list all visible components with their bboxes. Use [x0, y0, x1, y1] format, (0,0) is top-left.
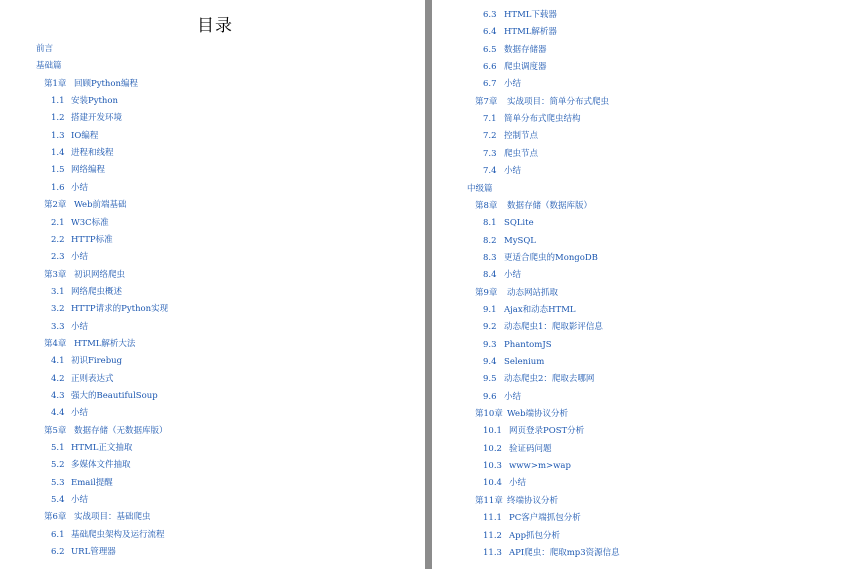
toc-entry-number: 第4章	[44, 338, 67, 349]
toc-chap-entry[interactable]	[475, 407, 568, 421]
toc-sub-entry[interactable]	[483, 476, 526, 490]
toc-sub-entry[interactable]	[51, 285, 122, 299]
toc-sub-entry[interactable]	[51, 458, 131, 472]
toc-sub-entry[interactable]	[51, 94, 118, 108]
toc-sub-entry[interactable]	[51, 250, 88, 264]
toc-entry-text: 终端协议分析	[507, 495, 559, 506]
toc-entry-number: 6.3	[483, 10, 497, 20]
toc-chap-entry[interactable]	[44, 198, 127, 212]
toc-entry-number: 7.3	[483, 148, 497, 159]
toc-entry-text: 网络爬虫概述	[71, 286, 123, 297]
toc-entry-number: 第5章	[44, 425, 67, 436]
toc-entry-number: 2.2	[51, 234, 65, 245]
toc-entry-text: 数据存储器	[504, 44, 547, 55]
toc-entry-text: 实战项目：基础爬虫	[74, 512, 151, 523]
toc-sub-entry[interactable]	[483, 164, 521, 178]
toc-entry-text: Ajax和动态HTML	[504, 304, 576, 315]
toc-sub-entry[interactable]	[483, 216, 534, 230]
toc-sub-entry[interactable]	[51, 441, 132, 455]
toc-sub-entry[interactable]	[51, 129, 98, 143]
toc-entry-number: 9.2	[483, 322, 497, 333]
toc-entry-text: 搭建开发环境	[71, 113, 123, 124]
toc-sub-entry[interactable]	[483, 390, 521, 404]
toc-entry-text: 进程和线程	[71, 148, 114, 159]
toc-sub-entry[interactable]	[51, 163, 105, 177]
toc-entry-number: 第6章	[44, 512, 67, 523]
toc-entry-text: SQLite	[504, 218, 534, 229]
toc-chap-entry[interactable]	[475, 494, 558, 508]
toc-entry-number: 2.1	[51, 217, 65, 228]
toc-entry-text: 动态爬虫1：爬取影评信息	[504, 322, 603, 333]
toc-entry-text: Selenium	[504, 357, 545, 367]
toc-sub-entry[interactable]	[483, 112, 581, 126]
toc-entry-number: 8.2	[483, 235, 497, 246]
toc-entry-number: 5.1	[51, 443, 65, 454]
toc-entry-number: 第9章	[475, 287, 498, 298]
toc-entry-text: PhantomJS	[504, 339, 552, 350]
toc-chap-entry[interactable]	[44, 268, 125, 282]
toc-entry-text: 中级篇	[467, 183, 493, 194]
toc-entry-number: 3.2	[51, 304, 65, 315]
toc-entry-number: 9.6	[483, 391, 497, 402]
toc-entry-number: 5.4	[51, 495, 65, 506]
toc-entry-text: 前言	[36, 44, 54, 54]
toc-chap-entry[interactable]	[475, 286, 558, 300]
toc-entry-number: 2.3	[51, 252, 65, 263]
toc-sub-entry[interactable]	[483, 424, 584, 438]
toc-entry-number: 5.2	[51, 460, 65, 471]
toc-chap-entry[interactable]	[44, 510, 151, 524]
toc-entry-number: 6.1	[51, 529, 65, 540]
toc-entry-text: Web端协议分析	[507, 409, 569, 420]
toc-chap-entry[interactable]	[44, 77, 138, 91]
toc-entry-number: 第3章	[44, 269, 67, 280]
toc-entry-number: 1.3	[51, 130, 65, 141]
toc-sub-entry[interactable]	[483, 459, 571, 473]
toc-entry-number: 1.2	[51, 113, 65, 124]
toc-sub-entry[interactable]	[483, 60, 547, 74]
toc-entry-text: HTTP标准	[71, 234, 113, 245]
toc-entry-number: 4.1	[51, 356, 65, 367]
toc-entry-text: 强大的BeautifulSoup	[71, 391, 158, 401]
toc-entry-number: 11.3	[483, 547, 502, 558]
toc-entry-number: 11.2	[483, 530, 502, 541]
toc-entry-text: 网络编程	[71, 165, 106, 176]
toc-entry-text: 动态爬虫2：爬取去哪网	[504, 374, 595, 385]
toc-entry-text: www>m>wap	[509, 461, 571, 472]
toc-entry-number: 7.4	[483, 166, 497, 177]
toc-sub-entry[interactable]	[51, 372, 114, 386]
toc-sub-entry[interactable]	[51, 476, 113, 490]
toc-sub-entry[interactable]	[483, 529, 560, 543]
toc-sub-entry[interactable]	[483, 8, 557, 22]
toc-entry-number: 6.7	[483, 79, 497, 90]
toc-sec-entry[interactable]	[36, 59, 62, 73]
toc-sub-entry[interactable]	[51, 389, 158, 403]
toc-entry-text: App抓包分析	[509, 530, 561, 541]
toc-sub-entry[interactable]	[483, 372, 594, 386]
toc-sub-entry[interactable]	[51, 302, 168, 316]
toc-entry-number: 10.3	[483, 461, 502, 472]
toc-sub-entry[interactable]	[483, 442, 552, 456]
toc-entry-text: 初识Firebug	[71, 356, 123, 367]
toc-sub-entry[interactable]	[483, 234, 536, 248]
toc-sub-entry[interactable]	[483, 511, 581, 525]
toc-entry-number: 9.4	[483, 357, 497, 367]
toc-entry-number: 6.5	[483, 44, 497, 55]
toc-entry-text: 正则表达式	[71, 373, 114, 384]
toc-entry-number: 3.3	[51, 321, 65, 332]
toc-entry-number: 8.3	[483, 252, 497, 263]
toc-sub-entry[interactable]	[51, 528, 165, 542]
toc-entry-text: 更适合爬虫的MongoDB	[504, 252, 598, 263]
toc-entry-number: 4.3	[51, 391, 65, 401]
toc-entry-text: 简单分布式爬虫结构	[504, 114, 581, 125]
toc-sub-entry[interactable]	[51, 493, 88, 507]
toc-entry-number: 8.4	[483, 270, 497, 281]
toc-entry-number: 4.2	[51, 373, 65, 384]
toc-sub-entry[interactable]	[483, 129, 538, 143]
toc-entry-number: 1.1	[51, 96, 65, 107]
toc-sub-entry[interactable]	[483, 25, 557, 39]
right-page	[432, 0, 861, 569]
toc-entry-text: W3C标准	[71, 217, 109, 228]
toc-entry-number: 9.5	[483, 374, 497, 385]
toc-entry-text: 基础篇	[36, 61, 62, 72]
toc-sub-entry[interactable]	[51, 406, 88, 420]
toc-sub-entry[interactable]	[483, 147, 538, 161]
toc-sub-entry[interactable]	[483, 77, 521, 91]
toc-entry-number: 7.1	[483, 114, 497, 125]
toc-entry-text: 多媒体文件抽取	[71, 460, 131, 471]
toc-sub-entry[interactable]	[51, 354, 122, 368]
toc-entry-text: 小结	[504, 391, 522, 402]
toc-sub-entry[interactable]	[51, 320, 88, 334]
toc-chap-entry[interactable]	[44, 337, 135, 351]
toc-entry-text: 小结	[71, 321, 89, 332]
toc-sub-entry[interactable]	[483, 268, 521, 282]
toc-entry-text: HTML解析器	[504, 27, 557, 38]
toc-entry-number: 第7章	[475, 96, 498, 107]
toc-entry-number: 10.4	[483, 478, 502, 489]
toc-entry-text: 数据存储（数据库版）	[507, 200, 593, 211]
toc-entry-text: 爬虫调度器	[504, 62, 547, 73]
toc-entry-text: 数据存储（无数据库版）	[74, 425, 168, 436]
toc-sub-entry[interactable]	[51, 146, 114, 160]
toc-sub-entry[interactable]	[51, 111, 122, 125]
toc-entry-number: 5.3	[51, 477, 65, 488]
toc-entry-text: URL管理器	[71, 547, 116, 558]
toc-entry-text: HTML正文抽取	[71, 443, 133, 454]
toc-entry-number: 第10章	[475, 409, 503, 420]
toc-entry-text: 实战项目：简单分布式爬虫	[507, 96, 610, 107]
toc-chap-entry[interactable]	[475, 95, 609, 109]
toc-entry-text: 回顾Python编程	[74, 78, 139, 89]
toc-entry-text: 小结	[504, 270, 522, 281]
toc-entry-number: 6.2	[51, 547, 65, 558]
toc-entry-text: 小结	[71, 495, 89, 506]
toc-entry-number: 11.1	[483, 513, 502, 524]
toc-entry-number: 第8章	[475, 200, 498, 211]
toc-entry-text: HTML解析大法	[74, 338, 136, 349]
toc-entry-text: IO编程	[71, 130, 99, 141]
toc-entry-number: 第11章	[475, 495, 503, 506]
toc-sec-entry[interactable]	[36, 42, 53, 56]
toc-entry-text: Email提醒	[71, 477, 113, 488]
toc-chap-entry[interactable]	[475, 199, 592, 213]
toc-sub-entry[interactable]	[483, 546, 620, 560]
toc-entry-text: 网页登录POST分析	[509, 426, 585, 437]
toc-entry-text: 小结	[71, 182, 89, 193]
toc-sub-entry[interactable]	[483, 303, 576, 317]
toc-entry-text: API爬虫：爬取mp3资源信息	[509, 547, 620, 558]
toc-entry-number: 1.5	[51, 165, 65, 176]
toc-title: 目录	[197, 16, 233, 36]
toc-sub-entry[interactable]	[51, 181, 88, 195]
toc-entry-text: 小结	[504, 79, 522, 90]
toc-entry-text: 初识网络爬虫	[74, 269, 126, 280]
toc-sec-entry[interactable]	[467, 182, 493, 196]
page-divider	[425, 0, 432, 569]
toc-entry-number: 4.4	[51, 408, 65, 419]
toc-entry-number: 9.1	[483, 304, 497, 315]
toc-entry-number: 9.3	[483, 339, 497, 350]
toc-entry-number: 第2章	[44, 200, 67, 211]
toc-entry-text: 动态网站抓取	[507, 287, 559, 298]
toc-entry-number: 10.2	[483, 443, 502, 454]
toc-entry-text: 爬虫节点	[504, 148, 539, 159]
toc-sub-entry[interactable]	[483, 355, 544, 369]
toc-entry-text: 小结	[71, 252, 89, 263]
toc-entry-text: 控制节点	[504, 131, 539, 142]
toc-entry-number: 1.4	[51, 148, 65, 159]
toc-sub-entry[interactable]	[483, 251, 598, 265]
toc-entry-number: 7.2	[483, 131, 497, 142]
toc-sub-entry[interactable]	[51, 233, 113, 247]
toc-entry-text: HTTP请求的Python实现	[71, 304, 169, 315]
toc-entry-text: MySQL	[504, 235, 536, 246]
left-page	[0, 0, 425, 569]
toc-entry-text: 小结	[509, 478, 527, 489]
toc-entry-text: 小结	[504, 166, 522, 177]
toc-entry-number: 10.1	[483, 426, 502, 437]
toc-entry-text: 安装Python	[71, 96, 119, 107]
toc-sub-entry[interactable]	[51, 216, 109, 230]
toc-entry-text: HTML下载器	[504, 10, 557, 20]
toc-entry-number: 第1章	[44, 78, 67, 89]
toc-chap-entry[interactable]	[44, 424, 168, 438]
toc-entry-text: 验证码问题	[509, 443, 552, 454]
toc-sub-entry[interactable]	[483, 320, 603, 334]
toc-sub-entry[interactable]	[483, 338, 552, 352]
toc-entry-number: 6.6	[483, 62, 497, 73]
toc-entry-text: 基础爬虫架构及运行流程	[71, 529, 165, 540]
toc-entry-text: 小结	[71, 408, 89, 419]
toc-entry-number: 1.6	[51, 182, 65, 193]
toc-entry-text: PC客户端抓包分析	[509, 513, 581, 524]
toc-entry-text: Web前端基础	[74, 200, 127, 211]
toc-sub-entry[interactable]	[51, 545, 116, 559]
toc-entry-number: 8.1	[483, 218, 497, 229]
toc-entry-number: 6.4	[483, 27, 497, 38]
toc-entry-number: 3.1	[51, 286, 65, 297]
toc-sub-entry[interactable]	[483, 43, 547, 57]
